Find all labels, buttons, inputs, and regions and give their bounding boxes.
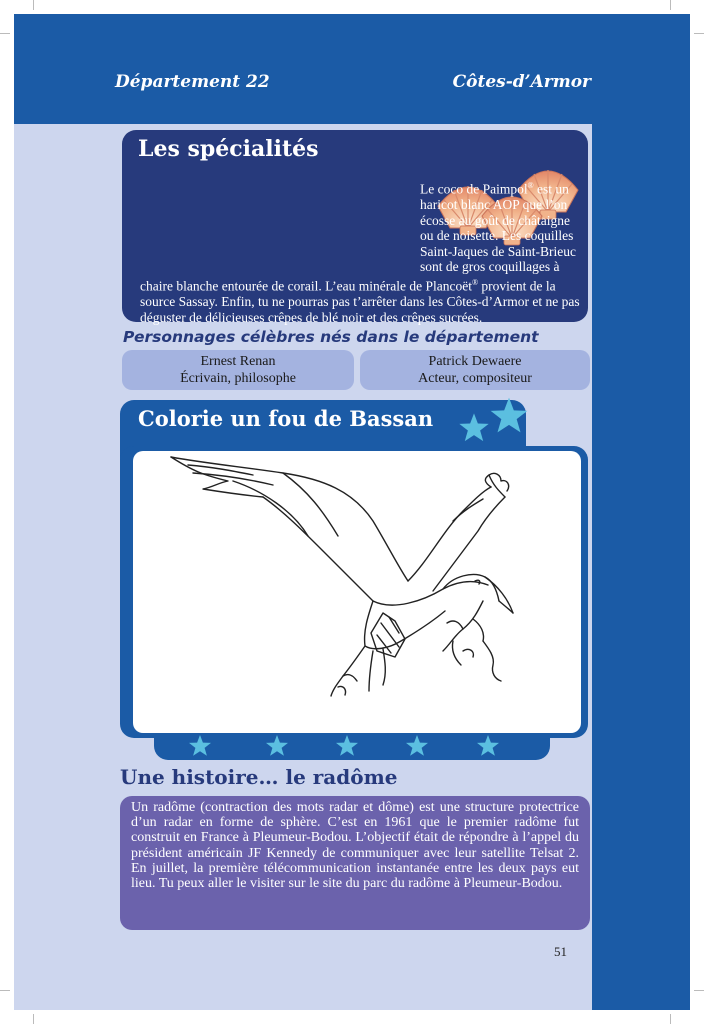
star-icon [405, 734, 429, 758]
person-role: Acteur, compositeur [418, 371, 532, 386]
star-icon [458, 412, 490, 444]
star-icon [265, 734, 289, 758]
crop-mark [0, 990, 10, 991]
star-icon [489, 396, 529, 436]
crop-mark [0, 33, 10, 34]
specialites-box [122, 130, 588, 325]
gannet-coloring-drawing [133, 451, 581, 733]
histoire-text: Un radôme (contraction des mots radar et dôme) est une structure protectrice d’un radar en forme de sphère. C’est en 1961 que le premier radôme fut construit en France à Pleumeur-Bodou. L’objectif était de répondre à l’appel du président américain JF Kennedy de communiquer avec leur satellite Telsat 2. En juillet, la première télécommunication instantanée entre les deux pays eut lieu. Tu peux aller le visiter sur le site du parc du radôme à Pleumeur-Bodou. [131, 800, 579, 892]
histoire-title: Une histoire… le radôme [120, 765, 398, 789]
person-card [360, 350, 590, 390]
crop-mark [33, 1014, 34, 1024]
person-name: Ernest Renan [200, 354, 276, 369]
person-card [122, 350, 354, 390]
coloriage-title: Colorie un fou de Bassan [138, 406, 434, 431]
crop-mark [694, 33, 704, 34]
crop-mark [670, 0, 671, 10]
department-number: Département 22 [115, 72, 270, 92]
page-number: 51 [554, 944, 567, 959]
star-icon [476, 734, 500, 758]
crop-mark [33, 0, 34, 10]
person-name: Patrick Dewaere [428, 354, 522, 369]
specialites-text: Le coco de Paimpol® est un haricot blanc AOP que l’on écosse au goût de châtaigne ou de noisette. Les coquilles Saint-Jaques de Saint-Brieuc sont de gros coquillages à chaire blanche entourée de corail. L’eau minérale de Plancoët® provient de la source Sassay. Enfin, tu ne pourras pas t’arrêter dans les Côtes-d’Armor et ne pas déguster de délicieuses crêpes de blé noir et des crêpes sucrées. [140, 181, 580, 325]
person-role: Écrivain, philosophe [180, 371, 296, 386]
crop-mark [670, 1014, 671, 1024]
crop-mark [694, 990, 704, 991]
star-icon [188, 734, 212, 758]
specialites-title: Les spécialités [138, 136, 319, 162]
histoire-box [120, 796, 590, 930]
department-name: Côtes-d’Armor [452, 72, 591, 92]
personnages-title: Personnages célèbres nés dans le département [123, 328, 539, 346]
star-icon [335, 734, 359, 758]
